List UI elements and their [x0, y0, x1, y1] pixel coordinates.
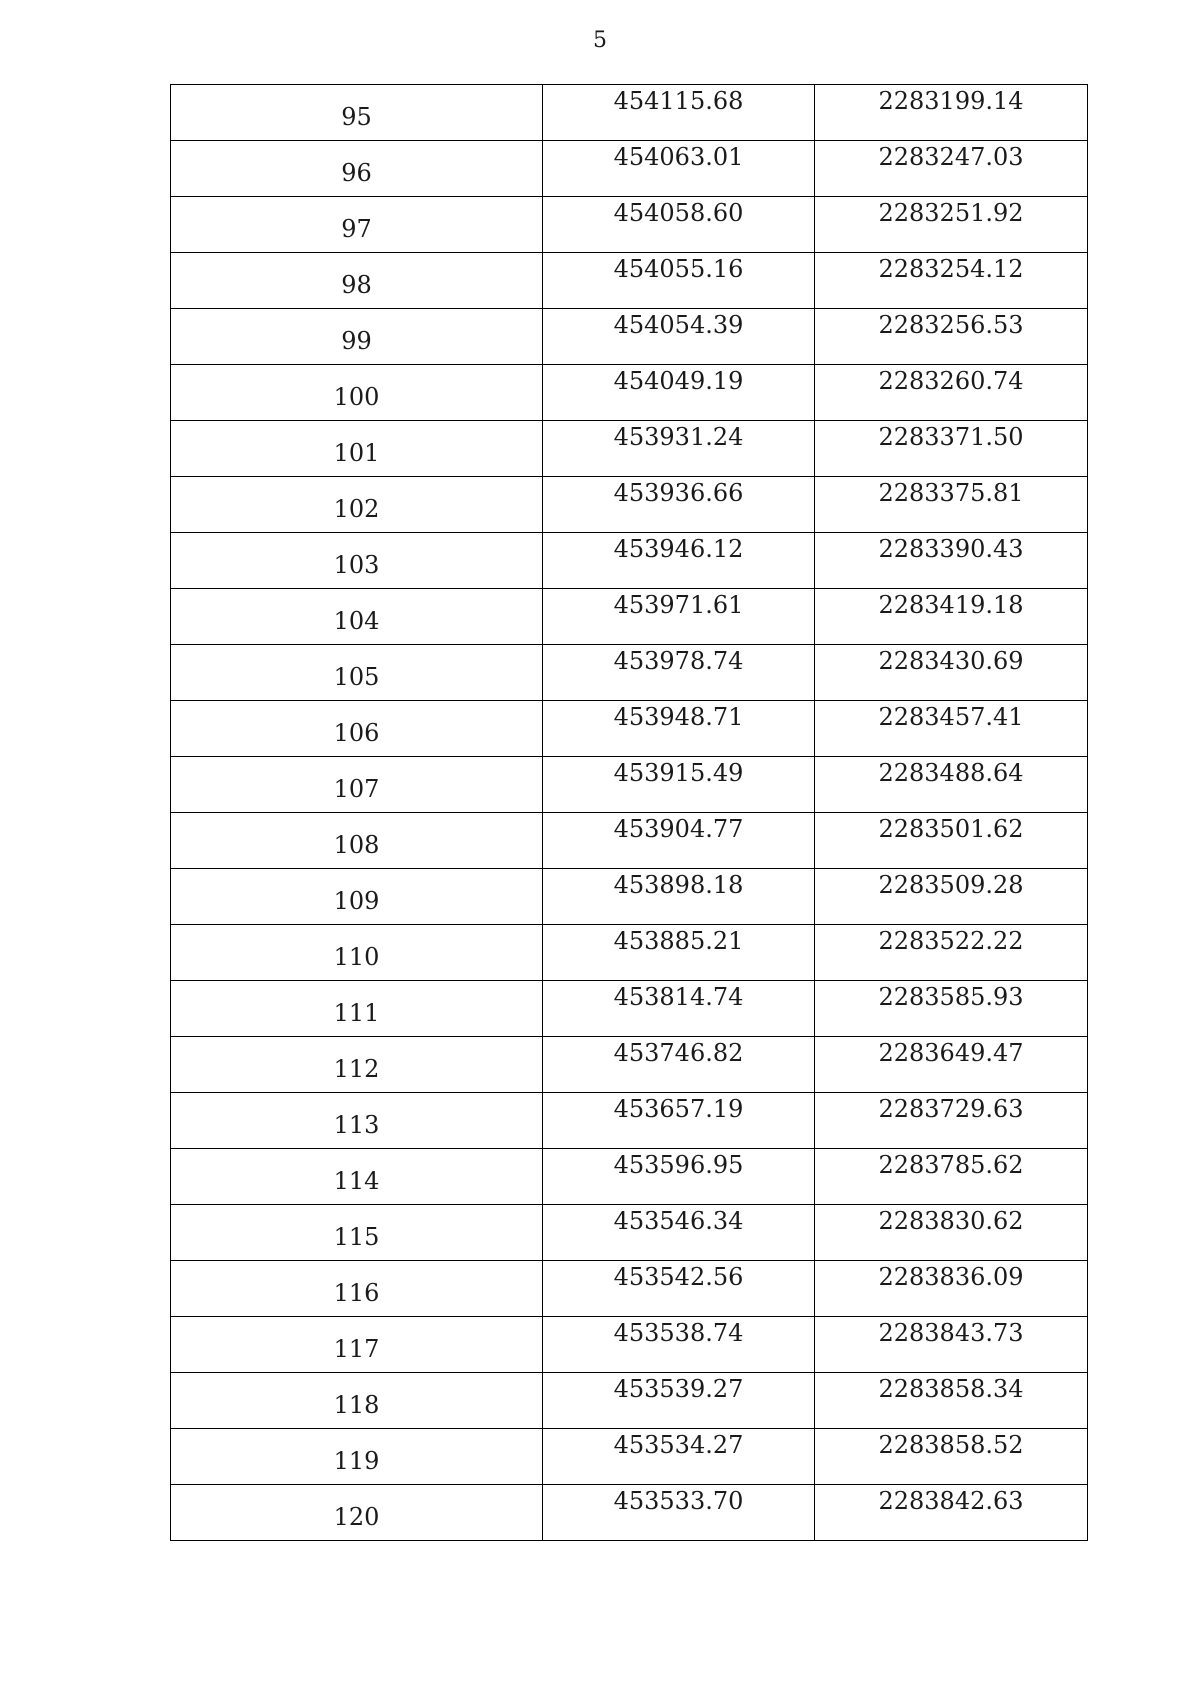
- x-coordinate-cell: 453533.70: [543, 1485, 815, 1541]
- x-coordinate-cell: 454055.16: [543, 253, 815, 309]
- table-row: [171, 1429, 1088, 1485]
- table-row: [171, 253, 1088, 309]
- table-row: [171, 1373, 1088, 1429]
- point-number-cell: 107: [171, 757, 543, 813]
- y-coordinate-cell: 2283842.63: [815, 1485, 1088, 1541]
- point-number-cell: 111: [171, 981, 543, 1037]
- y-coordinate-cell: 2283247.03: [815, 141, 1088, 197]
- x-coordinate-cell: 453936.66: [543, 477, 815, 533]
- point-number-cell: 113: [171, 1093, 543, 1149]
- table-row: [171, 869, 1088, 925]
- table-row: [171, 533, 1088, 589]
- table-row: [171, 309, 1088, 365]
- page-number: 5: [593, 28, 607, 53]
- table-row: [171, 421, 1088, 477]
- table-row: [171, 477, 1088, 533]
- table-row: [171, 701, 1088, 757]
- point-number-cell: 95: [171, 85, 543, 141]
- table-row: [171, 1037, 1088, 1093]
- y-coordinate-cell: 2283830.62: [815, 1205, 1088, 1261]
- point-number-cell: 109: [171, 869, 543, 925]
- table-row: [171, 141, 1088, 197]
- y-coordinate-cell: 2283430.69: [815, 645, 1088, 701]
- point-number-cell: 101: [171, 421, 543, 477]
- x-coordinate-cell: 453948.71: [543, 701, 815, 757]
- y-coordinate-cell: 2283501.62: [815, 813, 1088, 869]
- x-coordinate-cell: 454058.60: [543, 197, 815, 253]
- y-coordinate-cell: 2283256.53: [815, 309, 1088, 365]
- y-coordinate-cell: 2283419.18: [815, 589, 1088, 645]
- table-row: [171, 757, 1088, 813]
- point-number-cell: 99: [171, 309, 543, 365]
- point-number-cell: 110: [171, 925, 543, 981]
- point-number-cell: 119: [171, 1429, 543, 1485]
- y-coordinate-cell: 2283254.12: [815, 253, 1088, 309]
- x-coordinate-cell: 453542.56: [543, 1261, 815, 1317]
- x-coordinate-cell: 453534.27: [543, 1429, 815, 1485]
- x-coordinate-cell: 453946.12: [543, 533, 815, 589]
- x-coordinate-cell: 453904.77: [543, 813, 815, 869]
- table-row: [171, 645, 1088, 701]
- point-number-cell: 108: [171, 813, 543, 869]
- table-row: [171, 981, 1088, 1037]
- y-coordinate-cell: 2283858.52: [815, 1429, 1088, 1485]
- table-row: [171, 589, 1088, 645]
- table-row: [171, 1205, 1088, 1261]
- table-row: [171, 85, 1088, 141]
- y-coordinate-cell: 2283843.73: [815, 1317, 1088, 1373]
- y-coordinate-cell: 2283390.43: [815, 533, 1088, 589]
- y-coordinate-cell: 2283488.64: [815, 757, 1088, 813]
- x-coordinate-cell: 454049.19: [543, 365, 815, 421]
- table-row: [171, 813, 1088, 869]
- x-coordinate-cell: 453915.49: [543, 757, 815, 813]
- point-number-cell: 120: [171, 1485, 543, 1541]
- point-number-cell: 96: [171, 141, 543, 197]
- table-row: [171, 925, 1088, 981]
- point-number-cell: 104: [171, 589, 543, 645]
- point-number-cell: 103: [171, 533, 543, 589]
- point-number-cell: 116: [171, 1261, 543, 1317]
- x-coordinate-cell: 453657.19: [543, 1093, 815, 1149]
- x-coordinate-cell: 453931.24: [543, 421, 815, 477]
- y-coordinate-cell: 2283509.28: [815, 869, 1088, 925]
- x-coordinate-cell: 453978.74: [543, 645, 815, 701]
- y-coordinate-cell: 2283260.74: [815, 365, 1088, 421]
- x-coordinate-cell: 453538.74: [543, 1317, 815, 1373]
- coordinate-table: [170, 84, 1088, 1541]
- y-coordinate-cell: 2283371.50: [815, 421, 1088, 477]
- table-row: [171, 1261, 1088, 1317]
- x-coordinate-cell: 453746.82: [543, 1037, 815, 1093]
- y-coordinate-cell: 2283649.47: [815, 1037, 1088, 1093]
- y-coordinate-cell: 2283836.09: [815, 1261, 1088, 1317]
- x-coordinate-cell: 454054.39: [543, 309, 815, 365]
- x-coordinate-cell: 453814.74: [543, 981, 815, 1037]
- point-number-cell: 100: [171, 365, 543, 421]
- x-coordinate-cell: 453898.18: [543, 869, 815, 925]
- y-coordinate-cell: 2283375.81: [815, 477, 1088, 533]
- point-number-cell: 112: [171, 1037, 543, 1093]
- point-number-cell: 114: [171, 1149, 543, 1205]
- table-row: [171, 197, 1088, 253]
- x-coordinate-cell: 453971.61: [543, 589, 815, 645]
- point-number-cell: 106: [171, 701, 543, 757]
- point-number-cell: 115: [171, 1205, 543, 1261]
- y-coordinate-cell: 2283199.14: [815, 85, 1088, 141]
- y-coordinate-cell: 2283251.92: [815, 197, 1088, 253]
- point-number-cell: 118: [171, 1373, 543, 1429]
- table-row: [171, 1149, 1088, 1205]
- table-row: [171, 365, 1088, 421]
- table-row: [171, 1485, 1088, 1541]
- x-coordinate-cell: 454115.68: [543, 85, 815, 141]
- y-coordinate-cell: 2283729.63: [815, 1093, 1088, 1149]
- y-coordinate-cell: 2283457.41: [815, 701, 1088, 757]
- y-coordinate-cell: 2283522.22: [815, 925, 1088, 981]
- x-coordinate-cell: 454063.01: [543, 141, 815, 197]
- x-coordinate-cell: 453596.95: [543, 1149, 815, 1205]
- y-coordinate-cell: 2283858.34: [815, 1373, 1088, 1429]
- y-coordinate-cell: 2283585.93: [815, 981, 1088, 1037]
- point-number-cell: 97: [171, 197, 543, 253]
- table-row: [171, 1317, 1088, 1373]
- x-coordinate-cell: 453546.34: [543, 1205, 815, 1261]
- point-number-cell: 105: [171, 645, 543, 701]
- coordinate-table-body: [171, 85, 1088, 1541]
- point-number-cell: 117: [171, 1317, 543, 1373]
- x-coordinate-cell: 453885.21: [543, 925, 815, 981]
- y-coordinate-cell: 2283785.62: [815, 1149, 1088, 1205]
- x-coordinate-cell: 453539.27: [543, 1373, 815, 1429]
- table-row: [171, 1093, 1088, 1149]
- point-number-cell: 98: [171, 253, 543, 309]
- point-number-cell: 102: [171, 477, 543, 533]
